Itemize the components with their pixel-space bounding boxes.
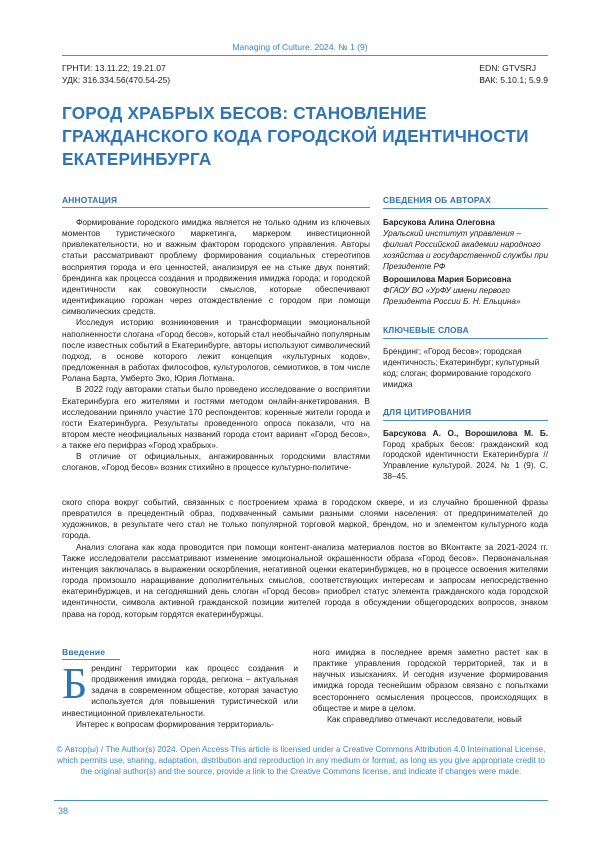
edn-code: EDN: GTVSRJ	[479, 63, 537, 73]
sidebar	[383, 195, 548, 483]
intro-body-left	[62, 659, 298, 730]
intro-paragraph: Интерес к вопросам формирования территориаль-	[76, 718, 274, 729]
intro-paragraph: Как справедливо отмечают исследователи, новый	[327, 713, 522, 724]
intro-heading: Введение	[62, 647, 106, 657]
abstract-paragraph: Исследуя историю возникновения и трансформации эмоциональной наполненности слогана «Город бесов», который стал необычайно популярным после известных событий в Екатеринбурге, авторы используют символический подход, в основе которого лежит концепция «культурных кодов», предложенная в работах философов, культурологов, семиотиков, в том числе Ролана Барта, Умберто Эко, Юрия Лотмана.	[62, 317, 370, 384]
author-name: Барсукова Алина Олеговна	[383, 217, 495, 227]
page-number: 38	[58, 806, 69, 816]
author-1	[383, 218, 548, 273]
intro-column-left	[62, 647, 298, 730]
keywords-heading: КЛЮЧЕВЫЕ СЛОВА	[383, 325, 548, 339]
classification-left	[62, 62, 170, 86]
authors-heading: СВЕДЕНИЯ ОБ АВТОРАХ	[383, 195, 548, 209]
abstract-continuation	[62, 497, 548, 620]
abstract-paragraph: В 2022 году авторами статьи было проведено исследование о восприятии Екатеринбурга его жителями и гостями методом онлайн-анкетирования. В исследовании приняло участие 170 респондентов: коренные жители города и гости Екатеринбурга. Результаты проведенного опроса показали, что на втором месте неофициальных названий города стоит вариант «Город бесов», а также его перифраз «Город храбрых».	[62, 384, 370, 451]
citation-heading: ДЛЯ ЦИТИРОВАНИЯ	[383, 407, 548, 421]
intro-paragraph: ного имиджа в последнее время заметно растет как в практике управления городской территорией, так и в научных изысканиях. И сегодня изучение формирования имиджа города теснейшим образом связано с попытками всестороннего осмысления процессов, происходящих в обществе и мире в целом.	[313, 647, 548, 713]
license-notice: © Автор(ы) / The Author(s) 2024. Open Access This article is licensed under a Creative Commons Attribution 4.0 International License, which permits use, sharing, adaptation, distribution and reproduction in any medium or format, as long as you give appropriate credit to the original author(s) and the source, provide a link to the Creative Commons license, and indicate if changes were made.	[56, 745, 546, 777]
article-title: ГОРОД ХРАБРЫХ БЕСОВ: СТАНОВЛЕНИЕ ГРАЖДАНСКОГО КОДА ГОРОДСКОЙ ИДЕНТИЧНОСТИ ЕКАТЕРИНБУРГА	[62, 103, 529, 169]
footer-rule	[54, 800, 548, 801]
abstract-paragraph: В отличие от официальных, ангажированных городскими властями слоганов, «Город бесов» возник стихийно в процессе культурно-политиче-	[62, 451, 370, 473]
abstract-paragraph: ского спора вокруг событий, связанных с построением храма в городском сквере, и из случайно брошенной фразы превратился в прецедентный образ, подхваченный самыми разными слоями населения: от предпринимателей до художников, в результате чего стал не только популярной торговой маркой, брендом, но и элементом культурного кода города.	[62, 497, 548, 541]
citation-block	[383, 429, 548, 484]
author-2	[383, 275, 548, 308]
abstract-heading: АННОТАЦИЯ	[62, 195, 370, 208]
intro-column-right	[313, 647, 548, 725]
classification-right	[479, 62, 548, 86]
abstract-paragraph: Анализ слогана как кода проводится при помощи контент-анализа материалов постов во ВКонтакте за 2021-2024 гг. Также исследователи рассматривают изменение эмоциональной окрашенности образа «Город бесов». Первоначальная интенция заключалась в выражении оскорбления, негативной оценки екатеринбуржцев, но в процессе освоения жителями города произошло наращивание дополнительных смыслов, соответствующих интересам и запросам непосредственно екатеринбуржцев, и на сегодняшний день слоган «Город бесов» приобрел статус элемента гражданского кода городской идентичности, символа активной гражданской позиции жителей города в обсуждении общегородских вопросов, знаком права на город, которым гордятся екатеринбуржцы.	[62, 541, 548, 619]
udk-code: УДК: 316.334.56(470.54-25)	[62, 75, 171, 85]
keywords-text: Брендинг; «Город бесов»; городская идентичность; Екатеринбург; культурный код; слоган; формирование городского имиджа	[383, 347, 540, 389]
abstract-paragraph: Формирование городского имиджа является не только одним из ключевых моментов туристического маркетинга, маркером инвестиционной привлекательности, но и важным фактором городского управления. Авторы статьи рассматривают проблему формирования социальных стереотипов восприятия города и его ценностей, анализируя ее на стыке двух понятий: брендинга как процесса создания и продвижения имиджа города; и городской идентичности как совокупности смыслов, которые обеспечивают идентификацию горожан через отождествление с городом при помощи символических средств.	[62, 217, 370, 317]
abstract-body	[62, 217, 370, 474]
header-rule	[62, 55, 548, 56]
abstract-section	[62, 195, 370, 474]
author-affiliation: Уральский институт управления – филиал Российской академии народного хозяйства и государственной службы при Президенте РФ	[383, 228, 548, 271]
grnti-code: ГРНТИ: 13.11.22; 19.21.07	[62, 63, 166, 73]
citation-text: Город храбрых бесов: гражданский код городской идентичности Екатеринбурга // Управление культурой. 2024. № 1 (9). С. 38–45.	[383, 439, 548, 482]
intro-paragraph: рендинг территории как процесс создания и продвижения имиджа города, региона – актуальная задача в современном обществе, которая зачастую используется для повышения туристической или инвестиционной привлекательности.	[62, 663, 298, 718]
journal-header: Managing of Culture. 2024. № 1 (9)	[232, 42, 368, 52]
drop-cap: Б	[62, 659, 88, 708]
author-affiliation: ФГАОУ ВО «УрФУ имени первого Президента России Б. Н. Ельцина»	[383, 286, 521, 307]
vak-code: ВАК: 5.10.1; 5.9.9	[479, 75, 548, 85]
author-name: Ворошилова Мария Борисовна	[383, 275, 512, 285]
citation-authors: Барсукова А. О., Ворошилова М. Б.	[383, 428, 548, 438]
